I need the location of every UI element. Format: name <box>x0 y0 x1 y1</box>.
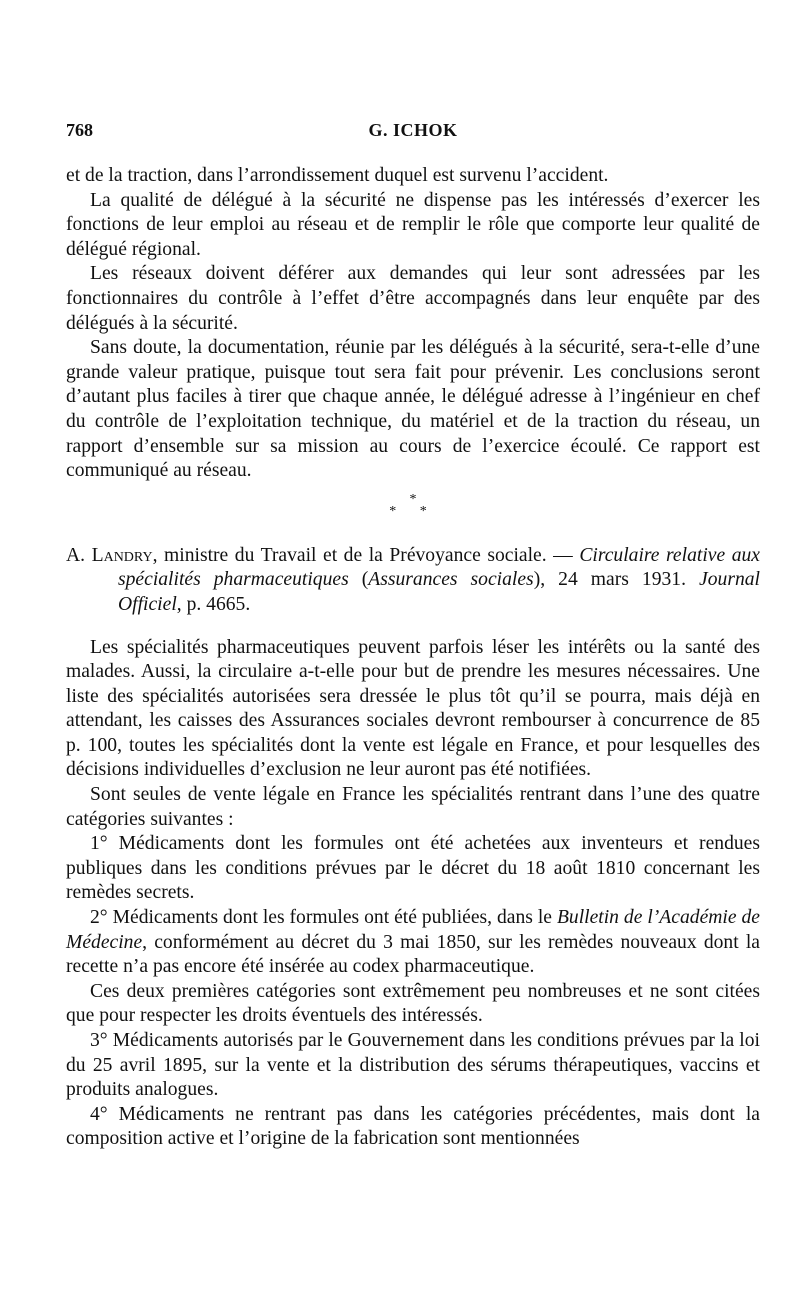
list-item-4: 4° Médicaments ne rentrant pas dans les catégories précédentes, mais dont la composition active et l’origine de la fabrication sont mentionnées <box>66 1103 760 1150</box>
section-separator <box>66 491 760 519</box>
paragraph: Sans doute, la documentation, réunie par les délégués à la sécurité, sera-t-elle d’une grande valeur pratique, puisque tout sera fait pour prévenir. Les conclusions seront d’autant plus faciles à tirer que chaque année, le délégué adresse à l’ingénieur en chef du contrôle de l’exploitation technique, du matériel et de la traction du réseau, un rapport d’ensemble sur sa mission au cours de l’exercice écoulé. Ce rapport est communiqué au réseau. <box>66 337 760 482</box>
citation-author-initial: A. <box>66 544 86 566</box>
list-item-2-journal: Bulletin de l’Académie de Médecine <box>66 907 760 953</box>
citation-journal: Journal Officiel <box>118 569 760 615</box>
paragraph: Sont seules de vente légale en France les spécialités rentrant dans l’une des quatre catégories suivantes : <box>66 784 760 830</box>
citation-page-ref: , p. 4665. <box>176 593 251 615</box>
bibliographic-citation <box>66 544 760 618</box>
paragraph: Les spécialités pharmaceutiques peuvent parfois léser les intérêts ou la santé des malades. Aussi, la circulaire a-t-elle pour but de prendre les mesures nécessaires. Une liste des spécialités autorisées sera dressée le plus tôt qu’il se pourra, mais déjà en attendant, les caisses des Assurances sociales devront rembourser à concurrence de 85 p. 100, toutes les spécialités dont la vente est légale en France, et pour lesquelles des décisions individuelles d’exclusion ne leur auront pas été notifiées. <box>66 636 760 781</box>
page-header <box>66 120 760 146</box>
paragraph: Les réseaux doivent déférer aux demandes qui leur sont adressées par les fonctionnaires du contrôle à l’effet d’être accompagnés dans leur enquête par des délégués à la sécurité. <box>66 263 760 334</box>
citation-author-role: , ministre du Travail et de la Prévoyance sociale. — <box>152 544 580 566</box>
separator-stars-bottom: * * <box>389 503 437 519</box>
paragraph-continuation: et de la traction, dans l’arrondissement duquel est survenu l’accident. <box>66 165 609 186</box>
citation-date: ), 24 mars 1931. <box>533 569 700 591</box>
paragraph: La qualité de délégué à la sécurité ne dispense pas les intéressés d’exercer les fonctions de leur emploi au réseau et de remplir le rôle que comporte leur qualité de délégué régional. <box>66 189 760 260</box>
paragraph: Ces deux premières catégories sont extrêmement peu nombreuses et ne sont citées que pour respecter les droits éventuels des intéressés. <box>66 980 760 1027</box>
citation-title-sub: Assurances sociales <box>368 569 534 591</box>
list-item-1: 1° Médicaments dont les formules ont été achetées aux inventeurs et rendues publiques dans les conditions prévues par le décret du 18 août 1810 concernant les remèdes secrets. <box>66 833 760 904</box>
list-item-2-text-end: , conformément au décret du 3 mai 1850, sur les remèdes nouveaux dont la recette n’a pas encore été insérée au codex pharmaceutique. <box>66 931 760 978</box>
citation-paren: ( <box>348 569 369 591</box>
page-number: 768 <box>66 120 93 140</box>
separator-star-top: * <box>409 491 417 507</box>
citation-title: Circulaire relative aux spécialités pharmaceutiques <box>118 544 760 591</box>
list-item-2 <box>66 906 760 980</box>
running-head: G. ICHOK <box>368 120 458 140</box>
citation-author-name: Landry <box>91 544 153 566</box>
list-item-2-text: 2° Médicaments dont les formules ont été publiées, dans le <box>90 907 557 929</box>
list-item-3: 3° Médicaments autorisés par le Gouvernement dans les conditions prévues par la loi du 25 avril 1895, sur la vente et la distribution des sérums thérapeutiques, vaccins et produits analogues. <box>66 1030 760 1101</box>
